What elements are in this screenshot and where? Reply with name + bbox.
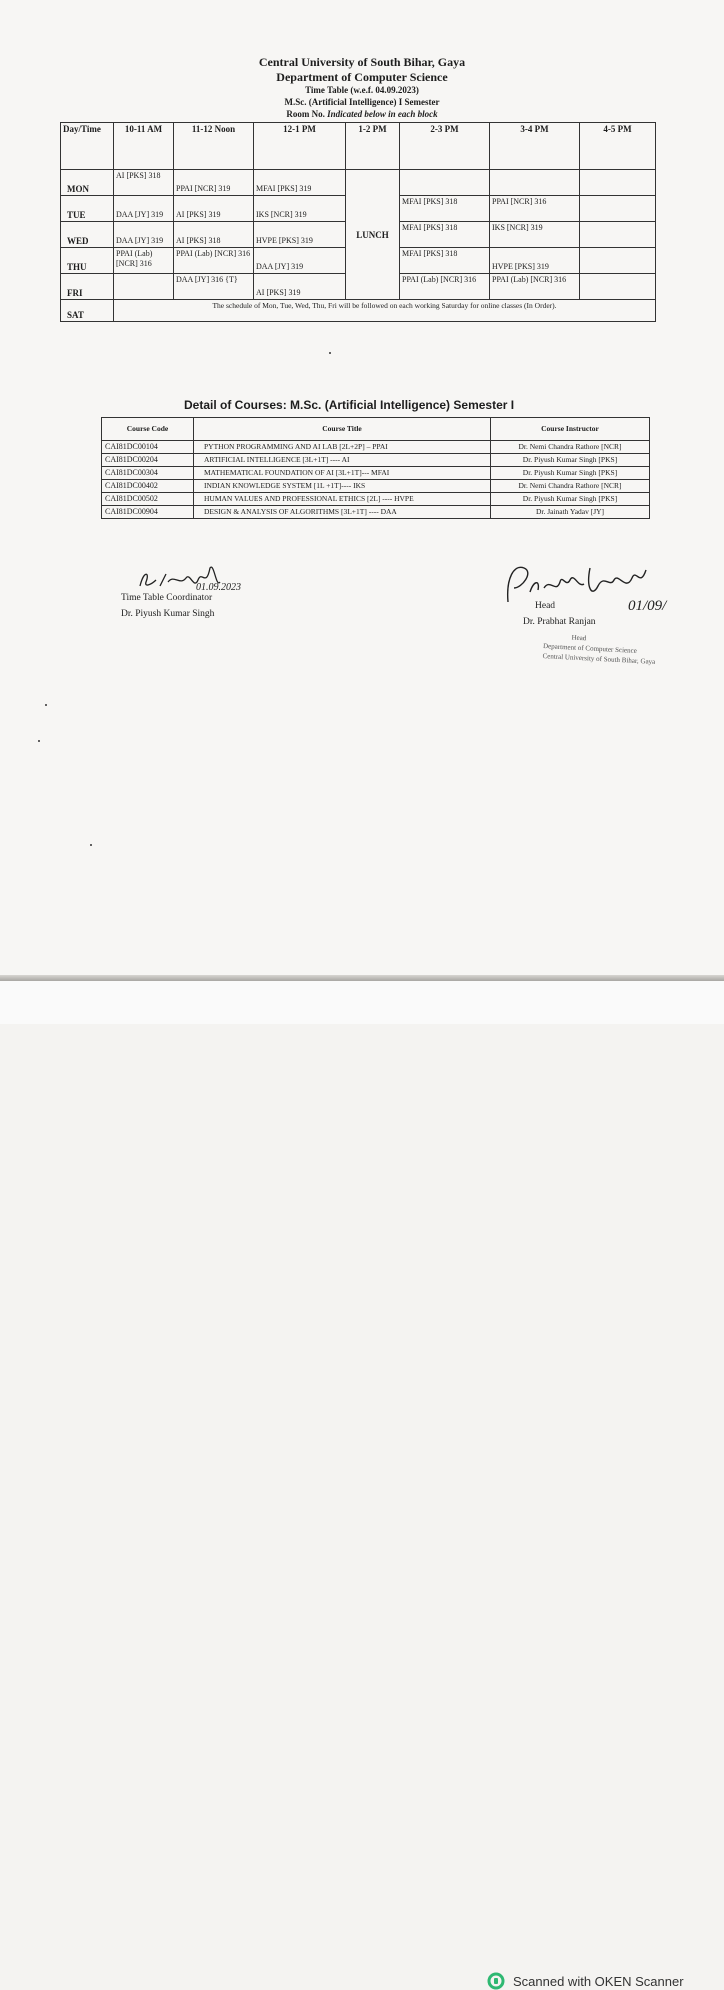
timetable [60,122,656,322]
speck [45,704,47,706]
table-row [102,480,650,493]
course-instructor: Dr. Jainath Yadav [JY] [491,506,650,519]
head-block [523,598,596,630]
col-header-instructor: Course Instructor [491,418,650,441]
class-cell: AI [PKS] 319 [174,196,254,222]
class-cell: IKS [NCR] 319 [490,222,580,248]
lunch-cell: LUNCH [346,170,400,300]
table-row [102,441,650,454]
stamp-line: Central University of South Bihar, Gaya [542,652,656,666]
course-instructor: Dr. Piyush Kumar Singh [PKS] [491,467,650,480]
department-name: Department of Computer Science [276,70,448,84]
program-name: M.Sc. (Artificial Intelligence) I Semester [284,97,440,107]
course-title: HUMAN VALUES AND PROFESSIONAL ETHICS [2L] ---- HVPE [194,493,491,506]
col-header-daytime: Day/Time [61,123,114,170]
class-cell: PPAI (Lab) [NCR] 316 [400,274,490,300]
scanner-footer [0,981,724,1989]
room-indication: Indicated below in each block [327,109,438,119]
head-signature [500,558,700,616]
saturday-note: The schedule of Mon, Tue, Wed, Thu, Fri will be followed on each working Saturday for online classes (In Order). [114,300,656,322]
course-title: MATHEMATICAL FOUNDATION OF AI [3L+1T]--- MFAI [194,467,491,480]
table-row [102,506,650,519]
head-role: Head [535,601,556,611]
class-cell [400,170,490,196]
class-cell [580,196,656,222]
course-title: ARTIFICIAL INTELLIGENCE [3L+1T] ---- AI [194,454,491,467]
class-cell: PPAI (Lab) [NCR] 316 [174,248,254,274]
class-cell: DAA [JY] 316 {T} [174,274,254,300]
class-cell: AI [PKS] 318 [114,170,174,196]
course-title: PYTHON PROGRAMMING AND AI LAB [2L+2P] – PPAI [194,441,491,454]
class-cell: AI [PKS] 319 [254,274,346,300]
course-instructor: Dr. Nemi Chandra Rathore [NCR] [491,480,650,493]
coordinator-role: Time Table Coordinator [121,593,213,603]
class-cell: PPAI [NCR] 316 [490,196,580,222]
course-table-header [102,418,650,441]
col-header-11-12: 11-12 Noon [174,123,254,170]
document-page [0,0,724,980]
coordinator-block [121,590,214,622]
class-cell: DAA [JY] 319 [254,248,346,274]
class-cell: HVPE [PKS] 319 [254,222,346,248]
class-cell: MFAI [PKS] 318 [400,248,490,274]
day-label: FRI [61,274,114,300]
timetable-header-row [61,123,656,170]
class-cell [114,274,174,300]
class-cell: MFAI [PKS] 318 [400,222,490,248]
course-code: CAI81DC00304 [102,467,194,480]
class-cell: DAA [JY] 319 [114,196,174,222]
university-name: Central University of South Bihar, Gaya [258,55,466,69]
class-cell: DAA [JY] 319 [114,222,174,248]
timetable-row-sat [61,300,656,322]
col-header-4-5: 4-5 PM [580,123,656,170]
class-cell [580,274,656,300]
table-row [102,454,650,467]
scanner-brand [487,1972,684,1990]
class-cell [580,222,656,248]
class-cell: PPAI [NCR] 319 [174,170,254,196]
course-code: CAI81DC00502 [102,493,194,506]
day-label: TUE [61,196,114,222]
class-cell [580,170,656,196]
day-label: THU [61,248,114,274]
stamp-line: Department of Computer Science [542,642,638,655]
department-stamp [542,631,656,667]
class-cell: PPAI (Lab) [NCR] 316 [114,248,174,274]
coordinator-name: Dr. Piyush Kumar Singh [121,609,215,619]
class-cell [490,170,580,196]
col-header-1-2: 1-2 PM [346,123,400,170]
course-code: CAI81DC00402 [102,480,194,493]
day-label: MON [61,170,114,196]
speck [329,352,331,354]
room-note [0,109,724,119]
day-label: SAT [61,300,114,322]
course-code: CAI81DC00904 [102,506,194,519]
oken-logo-icon [487,1972,505,1990]
course-instructor: Dr. Piyush Kumar Singh [PKS] [491,454,650,467]
course-instructor: Dr. Piyush Kumar Singh [PKS] [491,493,650,506]
timetable-title: Time Table (w.e.f. 04.09.2023) [305,85,419,95]
class-cell: PPAI (Lab) [NCR] 316 [490,274,580,300]
class-cell: AI [PKS] 318 [174,222,254,248]
col-header-12-1: 12-1 PM [254,123,346,170]
col-header-title: Course Title [194,418,491,441]
course-code: CAI81DC00204 [102,454,194,467]
class-cell: MFAI [PKS] 319 [254,170,346,196]
speck [90,844,92,846]
col-header-3-4: 3-4 PM [490,123,580,170]
course-title: INDIAN KNOWLEDGE SYSTEM [1L +1T]---- IKS [194,480,491,493]
svg-text:01/09/: 01/09/ [628,598,667,614]
scanner-text: Scanned with OKEN Scanner [513,1973,684,1989]
timetable-row-mon [61,170,656,196]
stamp-line: Head [571,633,587,643]
course-table [101,417,650,519]
class-cell: MFAI [PKS] 318 [400,196,490,222]
table-row [102,493,650,506]
course-title: DESIGN & ANALYSIS OF ALGORITHMS [3L+1T] ---- DAA [194,506,491,519]
course-code: CAI81DC00104 [102,441,194,454]
course-instructor: Dr. Nemi Chandra Rathore [NCR] [491,441,650,454]
class-cell [580,248,656,274]
day-label: WED [61,222,114,248]
table-row [102,467,650,480]
course-details-title: Detail of Courses: M.Sc. (Artificial Intelligence) Semester I [184,398,515,412]
class-cell: IKS [NCR] 319 [254,196,346,222]
speck [38,740,40,742]
room-prefix: Room No. [286,109,325,119]
head-name: Dr. Prabhat Ranjan [523,617,596,627]
col-header-code: Course Code [102,418,194,441]
col-header-2-3: 2-3 PM [400,123,490,170]
col-header-10-11: 10-11 AM [114,123,174,170]
class-cell: HVPE [PKS] 319 [490,248,580,274]
svg-text:01.09.2023: 01.09.2023 [196,582,241,593]
